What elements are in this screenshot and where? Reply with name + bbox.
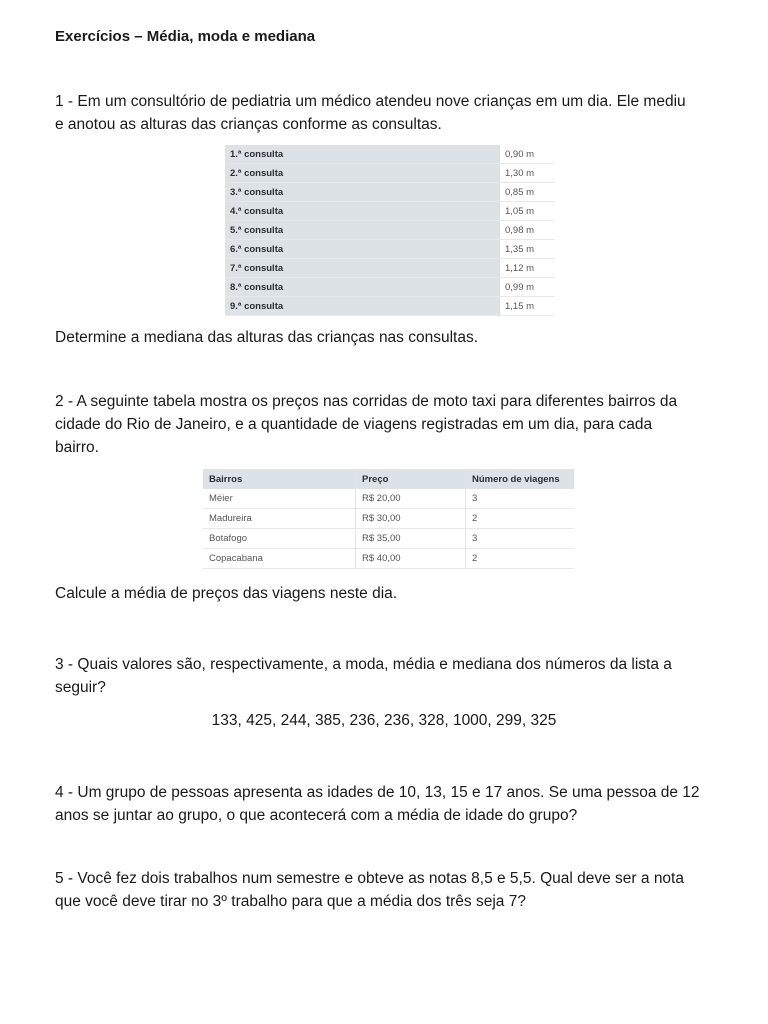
table-row	[225, 259, 555, 278]
table-row	[225, 221, 555, 240]
table-row	[225, 145, 555, 164]
question-5-line-1: 5 - Você fez dois trabalhos num semestre e obteve as notas 8,5 e 5,5. Qual deve ser a nota	[55, 870, 684, 887]
table-row	[225, 202, 555, 221]
question-5-text	[55, 867, 727, 913]
question-2-line-1: 2 - A seguinte tabela mostra os preços nas corridas de moto taxi para diferentes bairros da	[55, 393, 678, 410]
preco-cell: R$ 40,00	[356, 549, 466, 569]
question-2-text	[55, 390, 727, 459]
preco-cell: R$ 30,00	[356, 509, 466, 529]
question-2-line-2: cidade do Rio de Janeiro, e a quantidade de viagens registradas em um dia, para cada	[55, 416, 653, 433]
table-row	[203, 549, 574, 569]
question-4-line-1: 4 - Um grupo de pessoas apresenta as idades de 10, 13, 15 e 17 anos. Se uma pessoa de 12	[55, 784, 700, 801]
height-value: 0,98 m	[500, 221, 556, 240]
consulta-label: 3.ª consulta	[225, 183, 500, 202]
question-4-text	[55, 781, 727, 827]
question-1-prompt: Determine a mediana das alturas das crianças nas consultas.	[55, 329, 479, 346]
number-list: 133, 425, 244, 385, 236, 236, 328, 1000, 299, 325	[211, 712, 557, 729]
height-value: 0,90 m	[500, 145, 556, 164]
consulta-label: 7.ª consulta	[225, 259, 500, 278]
consulta-label: 1.ª consulta	[225, 145, 500, 164]
heights-table	[225, 145, 555, 316]
bairro-cell: Botafogo	[203, 529, 356, 549]
height-value: 1,30 m	[500, 164, 556, 183]
question-5-line-2: que você deve tirar no 3º trabalho para que a média dos três seja 7?	[55, 893, 526, 910]
table-row	[203, 509, 574, 529]
consulta-label: 4.ª consulta	[225, 202, 500, 221]
table-row	[225, 164, 555, 183]
question-2-line-3: bairro.	[55, 439, 99, 456]
height-value: 1,12 m	[500, 259, 556, 278]
question-1-line-1: 1 - Em um consultório de pediatria um médico atendeu nove crianças em um dia. Ele mediu	[55, 93, 686, 110]
question-1-text	[55, 90, 727, 136]
table-row	[203, 489, 574, 509]
question-1-line-2: e anotou as alturas das crianças conforme as consultas.	[55, 116, 442, 133]
question-3-line-1: 3 - Quais valores são, respectivamente, a moda, média e mediana dos números da lista a	[55, 656, 672, 673]
page-title: Exercícios – Média, moda e mediana	[55, 28, 316, 45]
question-2-prompt: Calcule a média de preços das viagens neste dia.	[55, 585, 398, 602]
table-row	[225, 240, 555, 259]
viagens-cell: 2	[466, 509, 575, 529]
bairro-cell: Méier	[203, 489, 356, 509]
height-value: 0,85 m	[500, 183, 556, 202]
height-value: 0,99 m	[500, 278, 556, 297]
viagens-cell: 2	[466, 549, 575, 569]
question-4-line-2: anos se juntar ao grupo, o que acontecerá com a média de idade do grupo?	[55, 807, 578, 824]
column-header-viagens: Número de viagens	[466, 469, 575, 489]
column-header-bairros: Bairros	[203, 469, 356, 489]
question-3-text	[55, 653, 727, 699]
viagens-cell: 3	[466, 489, 575, 509]
consulta-label: 2.ª consulta	[225, 164, 500, 183]
preco-cell: R$ 35,00	[356, 529, 466, 549]
consulta-label: 6.ª consulta	[225, 240, 500, 259]
bairro-cell: Madureira	[203, 509, 356, 529]
viagens-cell: 3	[466, 529, 575, 549]
table-header-row	[203, 469, 574, 489]
preco-cell: R$ 20,00	[356, 489, 466, 509]
consulta-label: 9.ª consulta	[225, 297, 500, 316]
column-header-preco: Preço	[356, 469, 466, 489]
moto-taxi-table	[203, 469, 574, 569]
consulta-label: 8.ª consulta	[225, 278, 500, 297]
table-row	[203, 529, 574, 549]
consulta-label: 5.ª consulta	[225, 221, 500, 240]
table-row	[225, 278, 555, 297]
table-row	[225, 297, 555, 316]
height-value: 1,35 m	[500, 240, 556, 259]
table-row	[225, 183, 555, 202]
height-value: 1,15 m	[500, 297, 556, 316]
height-value: 1,05 m	[500, 202, 556, 221]
question-3-line-2: seguir?	[55, 679, 106, 696]
bairro-cell: Copacabana	[203, 549, 356, 569]
